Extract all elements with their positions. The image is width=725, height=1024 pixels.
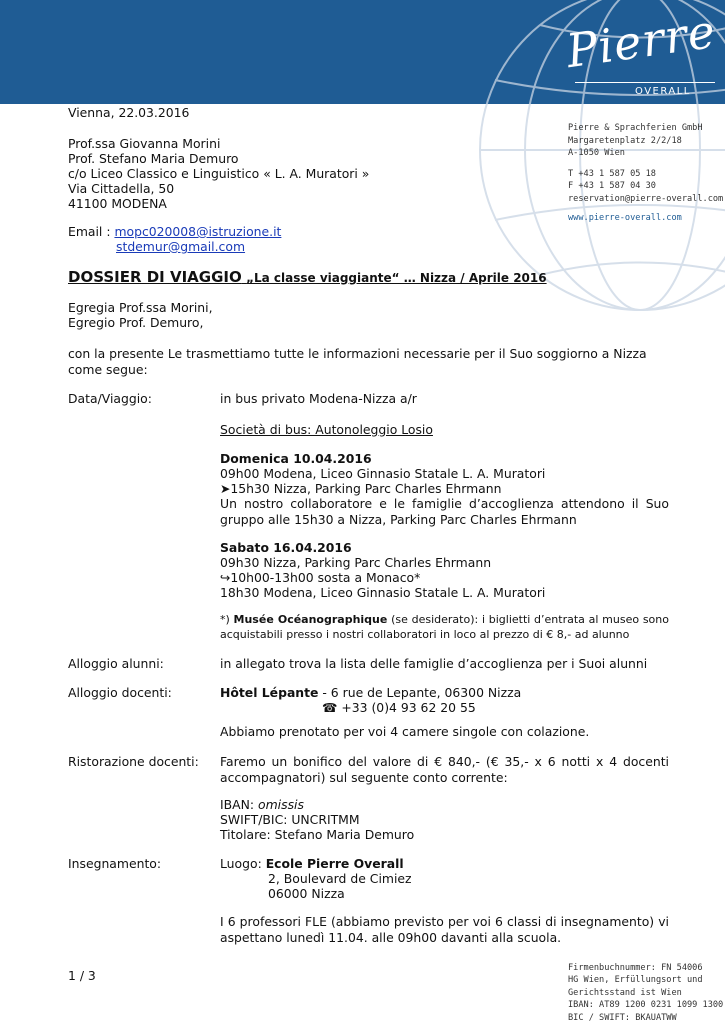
legal-line: BIC / SWIFT: BKAUATWW xyxy=(568,1012,677,1023)
day1-line: 09h00 Modena, Liceo Ginnasio Statale L. A. Muratori xyxy=(220,466,546,481)
company-line: A-1050 Wien xyxy=(568,148,625,159)
company-line: Pierre & Sprachferien GmbH xyxy=(568,123,703,133)
curved-arrow-icon: ↪ xyxy=(220,570,231,585)
day1-arrival-text: 15h30 Nizza, Parking Parc Charles Ehrmann xyxy=(230,481,502,496)
alloggio-alunni-text: in allegato trova la lista delle famiglie d’accoglienza per i Suoi alunni xyxy=(220,656,648,671)
section-label-insegnamento: Insegnamento: xyxy=(68,856,162,871)
insegnamento-text: I 6 professori FLE (abbiamo previsto per voi 6 classi di insegnamento) vi aspettano lunedì 11.04. alle 09h00 davanti alla scuola. xyxy=(220,914,669,945)
recipient-line: Via Cittadella, 50 xyxy=(68,181,175,196)
email-link-1[interactable]: mopc020008@istruzione.it xyxy=(114,224,282,239)
dossier-title xyxy=(68,268,547,286)
viaggio-text: in bus privato Modena-Nizza a/r xyxy=(220,391,417,406)
email-line xyxy=(68,224,281,239)
email-line-2 xyxy=(116,239,245,254)
day1-note: Un nostro collaboratore e le famiglie d’accoglienza attendono il Suo gruppo alle 15h30 a Nizza, Parking Parc Charles Ehrmann xyxy=(220,496,669,527)
page-number: 1 / 3 xyxy=(68,968,96,983)
day1-arrival xyxy=(220,481,501,496)
hotel-name: Hôtel Lépante xyxy=(220,685,319,700)
section-label-viaggio: Data/Viaggio: xyxy=(68,391,152,406)
iban-value: omissis xyxy=(258,797,304,812)
company-info xyxy=(568,122,723,224)
museum-name: Musée Océanographique xyxy=(233,613,388,626)
letter-date: Vienna, 22.03.2016 xyxy=(68,105,190,120)
company-line: Margaretenplatz 2/2/18 xyxy=(568,135,682,146)
intro-paragraph: con la presente Le trasmettiamo tutte le informazioni necessarie per il Suo soggiorno a Nizza come segue: xyxy=(68,346,647,377)
salutation: Egregio Prof. Demuro, xyxy=(68,315,204,330)
luogo-label: Luogo: xyxy=(220,856,266,871)
day2-title: Sabato 16.04.2016 xyxy=(220,540,352,555)
dossier-title-main: DOSSIER DI VIAGGIO xyxy=(68,268,242,286)
legal-info xyxy=(568,962,723,1024)
logo-subtitle: OVERALL xyxy=(635,86,691,97)
ristorazione-text: Faremo un bonifico del valore di € 840,- (€ 35,- x 6 notti x 4 docenti accompagnatori) sul seguente conto corrente: xyxy=(220,754,669,785)
brand-logo: Pierre xyxy=(562,3,720,79)
museum-note xyxy=(220,612,669,642)
section-label-alloggio-alunni: Alloggio alunni: xyxy=(68,656,164,671)
recipient-line: Prof. Stefano Maria Demuro xyxy=(68,151,239,166)
recipient-line: 41100 MODENA xyxy=(68,196,167,211)
school-city: 06000 Nizza xyxy=(268,886,345,901)
recipient-line: c/o Liceo Classico e Linguistico « L. A. Muratori » xyxy=(68,166,370,181)
titolare-line: Titolare: Stefano Maria Demuro xyxy=(220,827,415,842)
email-label: Email : xyxy=(68,224,115,239)
day1-title: Domenica 10.04.2016 xyxy=(220,451,372,466)
salutation: Egregia Prof.ssa Morini, xyxy=(68,300,213,315)
legal-line: IBAN: AT89 1200 0231 1099 1300 xyxy=(568,1000,724,1011)
note-prefix: *) xyxy=(220,613,234,626)
day2-line: 18h30 Modena, Liceo Ginnasio Statale L. A. Muratori xyxy=(220,585,546,600)
hotel-phone-line xyxy=(322,700,476,715)
logo-divider xyxy=(575,82,715,83)
luogo-line xyxy=(220,856,404,871)
iban-line xyxy=(220,797,304,812)
company-phone: T +43 1 587 05 18 xyxy=(568,168,656,179)
arrow-right-icon: ➤ xyxy=(220,481,231,496)
hotel-address: - 6 rue de Lepante, 06300 Nizza xyxy=(318,685,522,700)
note-text: (se desiderato): i biglietti d’entrata al museo sono acquistabili presso i nostri collaboratori in loco al prezzo di € 8,- ad alunno xyxy=(220,613,669,641)
hotel-phone: +33 (0)4 93 62 20 55 xyxy=(341,700,476,715)
bus-company: Società di bus: Autonoleggio Losio xyxy=(220,422,433,437)
section-label-ristorazione: Ristorazione docenti: xyxy=(68,754,199,769)
legal-line: Gerichtsstand ist Wien xyxy=(568,987,682,998)
legal-line: Firmenbuchnummer: FN 54006 xyxy=(568,963,703,973)
recipient-line: Prof.ssa Giovanna Morini xyxy=(68,136,221,151)
company-fax: F +43 1 587 04 30 xyxy=(568,181,656,192)
iban-label: IBAN: xyxy=(220,797,259,812)
legal-line: HG Wien, Erfüllungsort und xyxy=(568,975,703,986)
day2-stop xyxy=(220,570,420,585)
day2-stop-text: 10h00-13h00 sosta a Monaco* xyxy=(230,570,421,585)
company-website[interactable]: www.pierre-overall.com xyxy=(568,212,682,223)
swift-line: SWIFT/BIC: UNCRITMM xyxy=(220,812,360,827)
section-label-alloggio-docenti: Alloggio docenti: xyxy=(68,685,172,700)
day2-line: 09h30 Nizza, Parking Parc Charles Ehrmann xyxy=(220,555,492,570)
hotel-note: Abbiamo prenotato per voi 4 camere singole con colazione. xyxy=(220,724,590,739)
school-name: Ecole Pierre Overall xyxy=(265,856,404,871)
dossier-title-sub: „La classe viaggiante“ … Nizza / Aprile 2016 xyxy=(246,271,547,285)
hotel-line xyxy=(220,685,521,700)
email-link-2[interactable]: stdemur@gmail.com xyxy=(116,239,246,254)
company-email[interactable]: reservation@pierre-overall.com xyxy=(568,193,724,204)
school-address: 2, Boulevard de Cimiez xyxy=(268,871,412,886)
phone-icon: ☎ xyxy=(322,700,338,715)
